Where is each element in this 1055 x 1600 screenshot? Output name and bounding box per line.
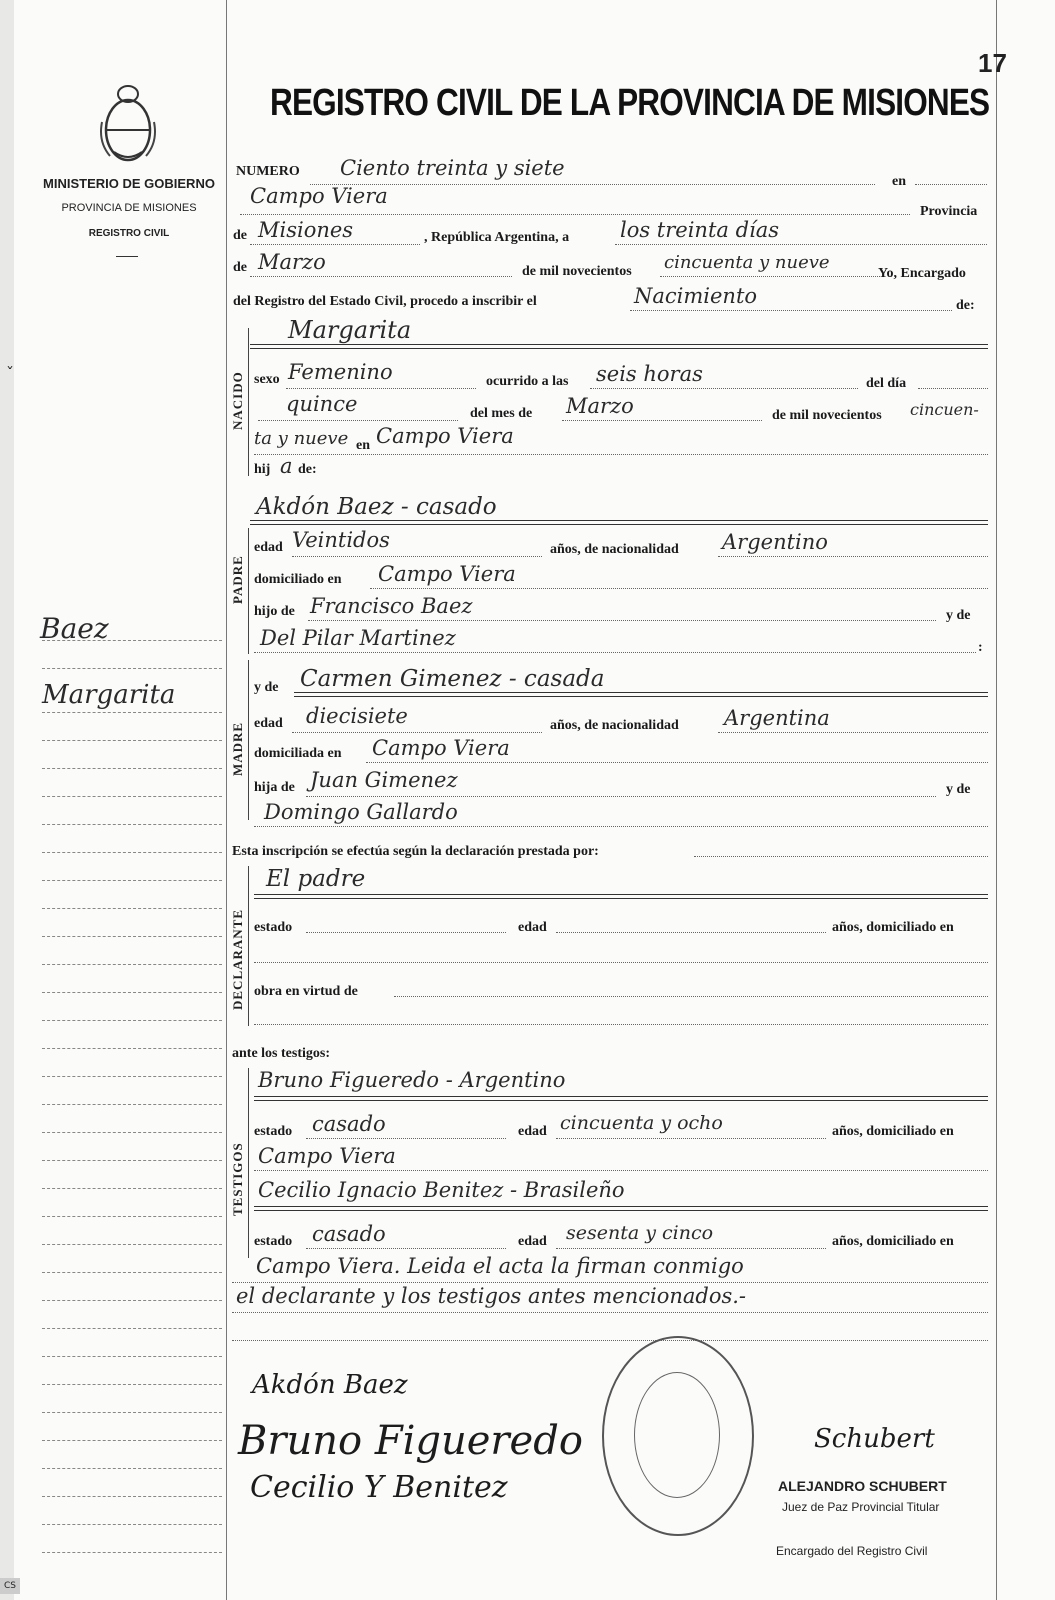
madre-y-label: y de xyxy=(254,680,279,695)
testigo2-estado-label: estado xyxy=(254,1234,293,1249)
hij-label: hij xyxy=(254,462,271,477)
testigo1-estado-label: estado xyxy=(254,1124,293,1139)
nacido-bracket xyxy=(248,328,249,476)
hij-value: a xyxy=(280,454,293,478)
declarante-value: El padre xyxy=(266,866,366,892)
province-value: Misiones xyxy=(258,218,354,242)
month-value: Marzo xyxy=(258,250,326,274)
margin-surname: Baez xyxy=(40,612,109,645)
padre-name: Akdón Baez - casado xyxy=(256,494,497,520)
declarante-anios-label: años, domiciliado en xyxy=(832,920,954,935)
margin-tick: ˇ xyxy=(6,364,14,383)
de2-label: de xyxy=(233,260,247,275)
yo-label: Yo, Encargado xyxy=(878,266,966,281)
padre-hijo-label: hijo de xyxy=(254,604,295,619)
testigo2-edad: sesenta y cinco xyxy=(566,1222,714,1244)
en2-label: en xyxy=(356,438,370,453)
madre-edad-label: edad xyxy=(254,716,283,731)
registro-label: del Registro del Estado Civil, procedo a inscribir el xyxy=(233,294,537,309)
official-title: Juez de Paz Provincial Titular xyxy=(782,1500,940,1514)
place-value: Campo Viera xyxy=(250,184,388,208)
declarante-obra-label: obra en virtud de xyxy=(254,984,358,999)
testigo1-anios-label: años, domiciliado en xyxy=(832,1124,954,1139)
mes-value: Marzo xyxy=(566,394,634,418)
testigo1-dom: Campo Viera xyxy=(258,1144,396,1168)
official-name: ALEJANDRO SCHUBERT xyxy=(778,1478,947,1494)
sexo-value: Femenino xyxy=(288,360,393,384)
declarante-section-label: DECLARANTE xyxy=(230,908,245,1010)
registry-title: REGISTRO CIVIL DE LA PROVINCIA DE MISIONES xyxy=(270,82,990,124)
de-label: de xyxy=(233,228,247,243)
padre-bracket xyxy=(248,528,249,654)
official-stamp-inner xyxy=(634,1372,720,1498)
declarante-estado-label: estado xyxy=(254,920,293,935)
nacido-section-label: NACIDO xyxy=(230,371,245,430)
padre-edad-value: Veintidos xyxy=(292,528,390,552)
signature-official: Schubert xyxy=(814,1424,935,1454)
ministry-line1: MINISTERIO DE GOBIERNO xyxy=(43,176,215,191)
margin-given-name: Margarita xyxy=(42,680,176,710)
testigo1-edad-label: edad xyxy=(518,1124,547,1139)
hij-de-label: de: xyxy=(298,462,317,477)
testigo2-dom: Campo Viera. Leida el acta la firman conmigo xyxy=(256,1254,744,1278)
form-right-border xyxy=(996,0,997,1600)
madre-hija-label: hija de xyxy=(254,780,295,795)
del-mes-label: del mes de xyxy=(470,406,533,421)
padre-madre-value: Del Pilar Martinez xyxy=(260,626,456,650)
registrant-name: Margarita xyxy=(288,316,412,344)
official-title2: Encargado del Registro Civil xyxy=(776,1544,928,1558)
padre-y-label: y de xyxy=(946,608,971,623)
days-value: los treinta días xyxy=(620,218,780,242)
numero-label: NUMERO xyxy=(236,164,300,179)
madre-name: Carmen Gimenez - casada xyxy=(300,666,605,692)
padre-hijo-value: Francisco Baez xyxy=(310,594,473,618)
signature-witness2: Cecilio Y Benitez xyxy=(250,1470,508,1505)
testigo2-estado: casado xyxy=(312,1222,386,1246)
provincia-label: Provincia xyxy=(920,204,978,219)
closing-text: el declarante y los testigos antes mencionados.- xyxy=(236,1284,747,1308)
lugar-value: Campo Viera xyxy=(376,424,514,448)
testigo1-estado: casado xyxy=(312,1112,386,1136)
anio2-value: ta y nueve xyxy=(254,428,349,449)
testigos-bracket xyxy=(248,1068,249,1258)
madre-edad-value: diecisiete xyxy=(306,704,408,728)
dia-value: quince xyxy=(286,392,358,416)
padre-dom-label: domiciliado en xyxy=(254,572,342,587)
madre-y2-label: y de xyxy=(946,782,971,797)
ministry-line2: PROVINCIA DE MISIONES xyxy=(61,202,197,214)
year-value: cincuenta y nueve xyxy=(664,252,830,273)
testigo2-name: Cecilio Ignacio Benitez - Brasileño xyxy=(258,1178,625,1202)
milnov-label: de mil novecientos xyxy=(522,264,632,279)
page-number: 17 xyxy=(978,48,1007,78)
en-label: en xyxy=(892,174,906,189)
ministry-line3: REGISTRO CIVIL xyxy=(88,228,170,239)
declarante-edad-label: edad xyxy=(518,920,547,935)
madre-nac-label: años, de nacionalidad xyxy=(550,718,679,733)
madre-section-label: MADRE xyxy=(230,721,245,776)
bottom-corner-mark: CS xyxy=(0,1578,20,1594)
binding-strip xyxy=(0,0,14,1600)
sexo-label: sexo xyxy=(254,372,280,387)
padre-colon: : xyxy=(978,640,983,655)
padre-section-label: PADRE xyxy=(230,555,245,604)
madre-nac-value: Argentina xyxy=(724,706,830,730)
coat-of-arms-emblem xyxy=(96,82,160,168)
milnov2-label: de mil novecientos xyxy=(772,408,882,423)
signature-father: Akdón Baez xyxy=(252,1370,408,1400)
ministry-underline xyxy=(116,256,138,257)
madre-madre-value: Domingo Gallardo xyxy=(264,800,458,824)
testigos-label: ante los testigos: xyxy=(232,1046,330,1061)
testigo1-name: Bruno Figueredo - Argentino xyxy=(258,1068,566,1092)
padre-nac-label: años, de nacionalidad xyxy=(550,542,679,557)
anio-value: cincuen- xyxy=(910,400,979,419)
del-dia-label: del día xyxy=(866,376,907,391)
republica-label: , República Argentina, a xyxy=(424,230,570,245)
padre-edad-label: edad xyxy=(254,540,283,555)
numero-value: Ciento treinta y siete xyxy=(340,156,565,180)
inscripcion-label: Esta inscripción se efectúa según la declaración prestada por: xyxy=(232,844,599,859)
testigo2-anios-label: años, domiciliado en xyxy=(832,1234,954,1249)
testigo2-edad-label: edad xyxy=(518,1234,547,1249)
madre-dom-label: domiciliada en xyxy=(254,746,342,761)
ocurrido-label: ocurrido a las xyxy=(486,374,569,389)
padre-nac-value: Argentino xyxy=(722,530,828,554)
act-value: Nacimiento xyxy=(634,284,758,308)
madre-hija-value: Juan Gimenez xyxy=(310,768,458,792)
de3-label: de: xyxy=(956,298,975,313)
declarante-bracket xyxy=(248,866,249,1026)
madre-dom-value: Campo Viera xyxy=(372,736,510,760)
madre-bracket xyxy=(248,660,249,820)
testigos-section-label: TESTIGOS xyxy=(230,1142,245,1216)
form-left-border xyxy=(226,0,227,1600)
padre-dom-value: Campo Viera xyxy=(378,562,516,586)
hora-value: seis horas xyxy=(596,362,703,386)
testigo1-edad: cincuenta y ocho xyxy=(560,1112,723,1134)
signature-witness1: Bruno Figueredo xyxy=(238,1418,583,1464)
